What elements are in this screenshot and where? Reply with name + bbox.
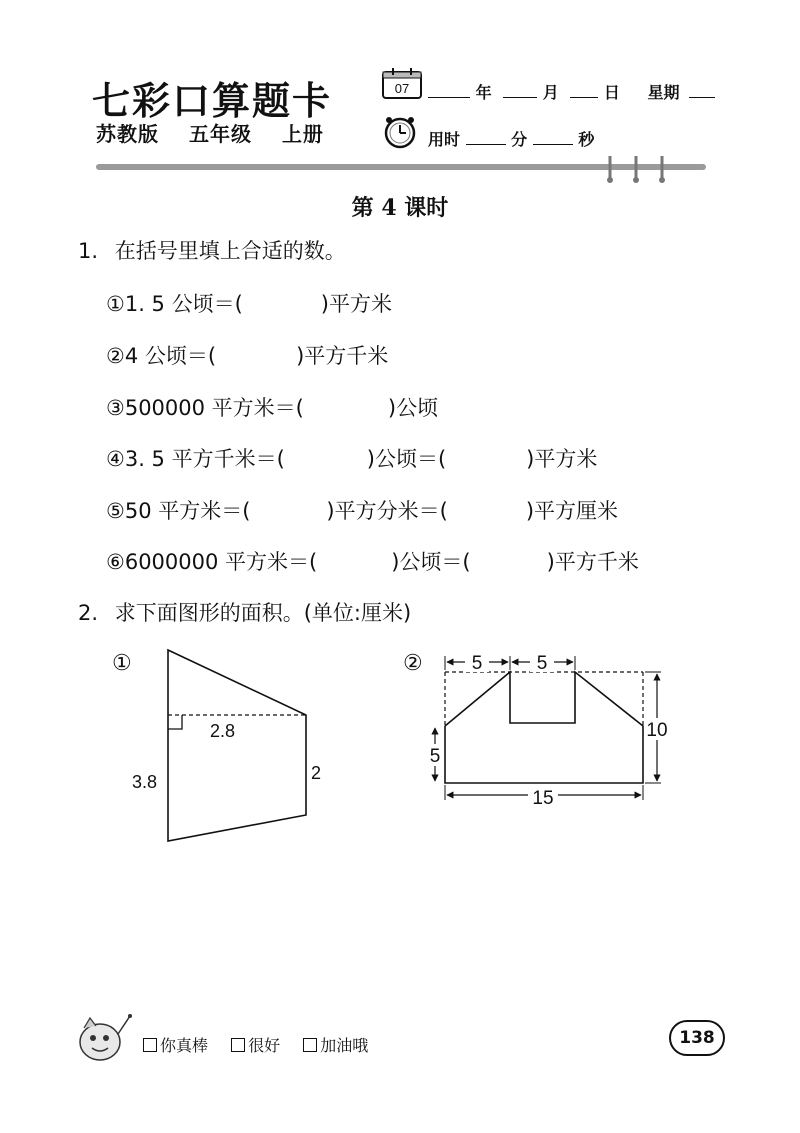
dim-top-left: 5 — [471, 653, 483, 674]
q1-line-6 — [106, 546, 639, 576]
figure-2-composite — [395, 640, 685, 815]
calendar-icon — [381, 66, 423, 100]
checkbox-icon[interactable] — [231, 1038, 245, 1052]
brand-title: 七彩口算题卡 — [92, 78, 333, 123]
weekday-blank[interactable] — [689, 83, 715, 98]
calendar-day: 07 — [394, 81, 410, 96]
q1-line-label: ⑤ — [106, 499, 125, 523]
month-label: 月 — [542, 83, 559, 102]
edition-volume: 上册 — [281, 122, 324, 146]
time-used-label: 用时 — [428, 130, 461, 149]
edition-publisher: 苏教版 — [96, 122, 159, 146]
trapezoid-shape — [168, 650, 306, 841]
second-blank[interactable] — [533, 130, 573, 145]
question-2-title — [78, 597, 411, 627]
q1-line-label: ③ — [106, 396, 125, 420]
month-blank[interactable] — [503, 83, 537, 98]
rating-label: 加油哦 — [320, 1036, 369, 1055]
q1-line-3 — [106, 392, 438, 422]
q1-text-segment: 3. 5 平方千米＝( — [124, 447, 285, 471]
day-label: 日 — [603, 83, 620, 102]
checkbox-icon[interactable] — [143, 1038, 157, 1052]
dim-height: 2.8 — [210, 721, 236, 741]
figure-1-trapezoid — [100, 640, 350, 860]
q1-line-2 — [106, 340, 388, 370]
q1-text-segment: )平方千米 — [296, 344, 389, 368]
q1-line-label: ⑥ — [106, 550, 125, 574]
q1-line-label: ② — [106, 344, 125, 368]
q1-text-segment: 6000000 平方米＝( — [124, 550, 318, 574]
dim-left-height: 5 — [429, 746, 441, 767]
question-1-prompt: 在括号里填上合适的数。 — [114, 239, 346, 263]
composite-shape — [445, 672, 643, 783]
dim-right-height: 10 — [646, 720, 668, 741]
q1-text-segment: )平方分米＝( — [326, 499, 448, 523]
rating-option-great[interactable] — [143, 1036, 208, 1055]
dim-bottom: 15 — [532, 788, 554, 809]
q1-line-label: ① — [106, 292, 125, 316]
day-blank[interactable] — [570, 83, 598, 98]
q1-line-label: ④ — [106, 447, 125, 471]
weekday-label: 星期 — [647, 83, 680, 102]
question-1-number: 1. — [78, 239, 99, 263]
rating-label: 你真棒 — [160, 1036, 209, 1055]
minute-label: 分 — [511, 130, 528, 149]
page-number: 138 — [669, 1020, 725, 1056]
q1-text-segment: )公顷 — [387, 396, 439, 420]
q1-text-segment: )平方米 — [526, 447, 598, 471]
dim-top-mid: 5 — [536, 653, 548, 674]
date-line — [428, 80, 715, 103]
figure-2-label: ② — [403, 650, 423, 675]
edition-info — [96, 118, 346, 147]
question-2-number: 2. — [78, 601, 99, 625]
edition-grade: 五年级 — [188, 122, 252, 146]
mascot-icon — [72, 1008, 134, 1068]
year-blank[interactable] — [428, 83, 470, 98]
q1-text-segment: )平方千米 — [546, 550, 639, 574]
question-1-title — [78, 235, 346, 265]
q1-text-segment: )公顷＝( — [391, 550, 471, 574]
rating-label: 很好 — [248, 1036, 281, 1055]
second-label: 秒 — [578, 130, 595, 149]
rating-option-good[interactable] — [231, 1036, 280, 1055]
q1-text-segment: 1. 5 公顷＝( — [124, 292, 243, 316]
right-angle-mark — [168, 715, 182, 729]
q1-text-segment: )平方厘米 — [525, 499, 619, 523]
rating-options — [143, 1033, 386, 1056]
dim-left-side: 3.8 — [132, 772, 158, 792]
question-2-prompt: 求下面图形的面积。(单位:厘米) — [114, 601, 412, 625]
q1-line-4 — [106, 443, 597, 473]
q1-text-segment: 50 平方米＝( — [124, 499, 251, 523]
q1-text-segment: )公顷＝( — [366, 447, 447, 471]
q1-text-segment: 4 公顷＝( — [124, 344, 217, 368]
figure-1-label: ① — [112, 650, 132, 675]
lesson-title: 第 4 课时 — [351, 195, 449, 221]
q1-text-segment: 500000 平方米＝( — [124, 396, 304, 420]
minute-blank[interactable] — [466, 130, 506, 145]
q1-line-1 — [106, 288, 392, 318]
year-label: 年 — [475, 83, 492, 102]
alarm-clock-icon — [382, 114, 418, 150]
rating-option-keep-going[interactable] — [303, 1036, 368, 1055]
q1-text-segment: )平方米 — [320, 292, 392, 316]
q1-line-5 — [106, 495, 618, 525]
dim-right-side: 2 — [311, 763, 322, 783]
time-line — [428, 127, 594, 150]
checkbox-icon[interactable] — [303, 1038, 317, 1052]
binder-rings-icon — [600, 154, 680, 184]
